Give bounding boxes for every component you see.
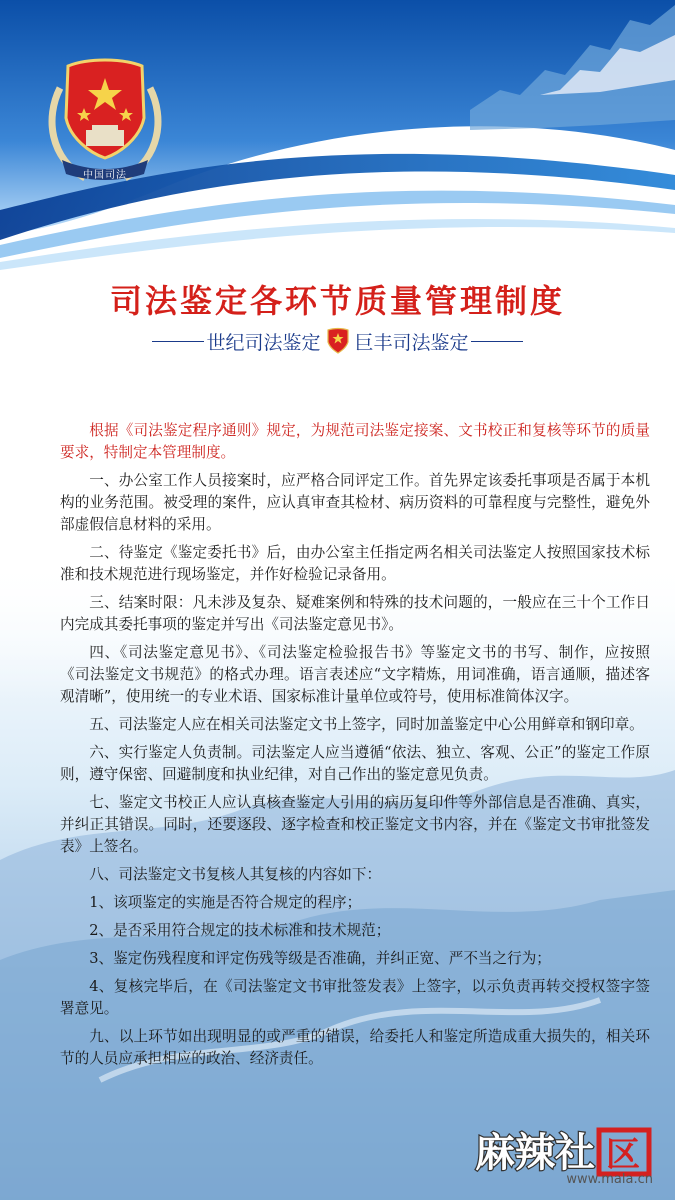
subtitle-line-left bbox=[152, 341, 204, 342]
paragraph-6: 六、实行鉴定人负责制。司法鉴定人应当遵循“依法、独立、客观、公正”的鉴定工作原则，遵守保密、回避制度和执业纪律，对自己作出的鉴定意见负责。 bbox=[60, 744, 650, 783]
paragraph-7: 七、鉴定文书校正人应认真核查鉴定人引用的病历复印件等外部信息是否准确、真实，并纠正其错误。同时，还要逐段、逐字检查和校正鉴定文书内容，并在《鉴定文书审批签发表》上签名。 bbox=[60, 794, 650, 855]
emblem-caption: 中国司法 bbox=[83, 170, 127, 181]
paragraph-3: 三、结案时限：凡未涉及复杂、疑难案例和特殊的技术问题的，一般应在三十个工作日内完成其委托事项的鉴定并写出《司法鉴定意见书》。 bbox=[60, 594, 650, 633]
paragraph-4: 四、《司法鉴定意见书》、《司法鉴定检验报告书》等鉴定文书的书写、制作，应按照《司法鉴定文书规范》的格式办理。语言表述应“文字精炼，用词准确，语言通顺，描述客观清晰”，使用统一的专业术语、国家标准计量单位或符号，使用标准简体汉字。 bbox=[60, 644, 650, 705]
list-item-3: 3、鉴定伤残程度和评定伤残等级是否准确，并纠正宽、严不当之行为； bbox=[89, 950, 551, 967]
justice-emblem bbox=[40, 48, 170, 188]
paragraph-9: 九、以上环节如出现明显的或严重的错误，给委托人和鉴定所造成重大损失的，相关环节的人员应承担相应的政治、经济责任。 bbox=[60, 1028, 650, 1067]
subtitle bbox=[0, 326, 675, 356]
intro-paragraph: 根据《司法鉴定程序通则》规定，为规范司法鉴定接案、文书校正和复核等环节的质量要求，特制定本管理制度。 bbox=[60, 422, 650, 461]
subtitle-right-text: 巨丰司法鉴定 bbox=[354, 331, 469, 354]
list-item-2: 2、是否采用符合规定的技术标准和技术规范； bbox=[89, 922, 391, 939]
paragraph-2: 二、待鉴定《鉴定委托书》后，由办公室主任指定两名相关司法鉴定人按照国家技术标准和技术规范进行现场鉴定，并作好检验记录备用。 bbox=[60, 544, 650, 583]
page-title: 司法鉴定各环节质量管理制度 bbox=[109, 282, 565, 320]
paragraph-1: 一、办公室工作人员接案时，应严格合同评定工作。首先界定该委托事项是否属于本机构的业务范围。被受理的案件，应认真审查其检材、病历资料的可靠程度与完整性，避免外部虚假信息材料的采用。 bbox=[60, 472, 650, 533]
watermark-url: www.mala.cn bbox=[566, 1172, 653, 1187]
subtitle-line-right bbox=[471, 341, 523, 342]
list-item-4: 4、复核完毕后，在《司法鉴定文书审批签发表》上签字，以示负责再转交授权签字签署意见。 bbox=[60, 978, 650, 1017]
paragraph-8: 八、司法鉴定文书复核人其复核的内容如下： bbox=[89, 866, 382, 883]
small-justice-emblem-icon bbox=[325, 327, 351, 355]
list-item-1: 1、该项鉴定的实施是否符合规定的程序； bbox=[89, 894, 362, 911]
svg-text:区: 区 bbox=[606, 1135, 640, 1175]
paragraph-5: 五、司法鉴定人应在相关司法鉴定文书上签字，同时加盖鉴定中心公用鲜章和钢印章。 bbox=[89, 716, 644, 733]
document-body bbox=[60, 420, 650, 1076]
svg-text:麻辣社: 麻辣社 bbox=[475, 1130, 595, 1176]
subtitle-left-text: 世纪司法鉴定 bbox=[206, 331, 321, 354]
